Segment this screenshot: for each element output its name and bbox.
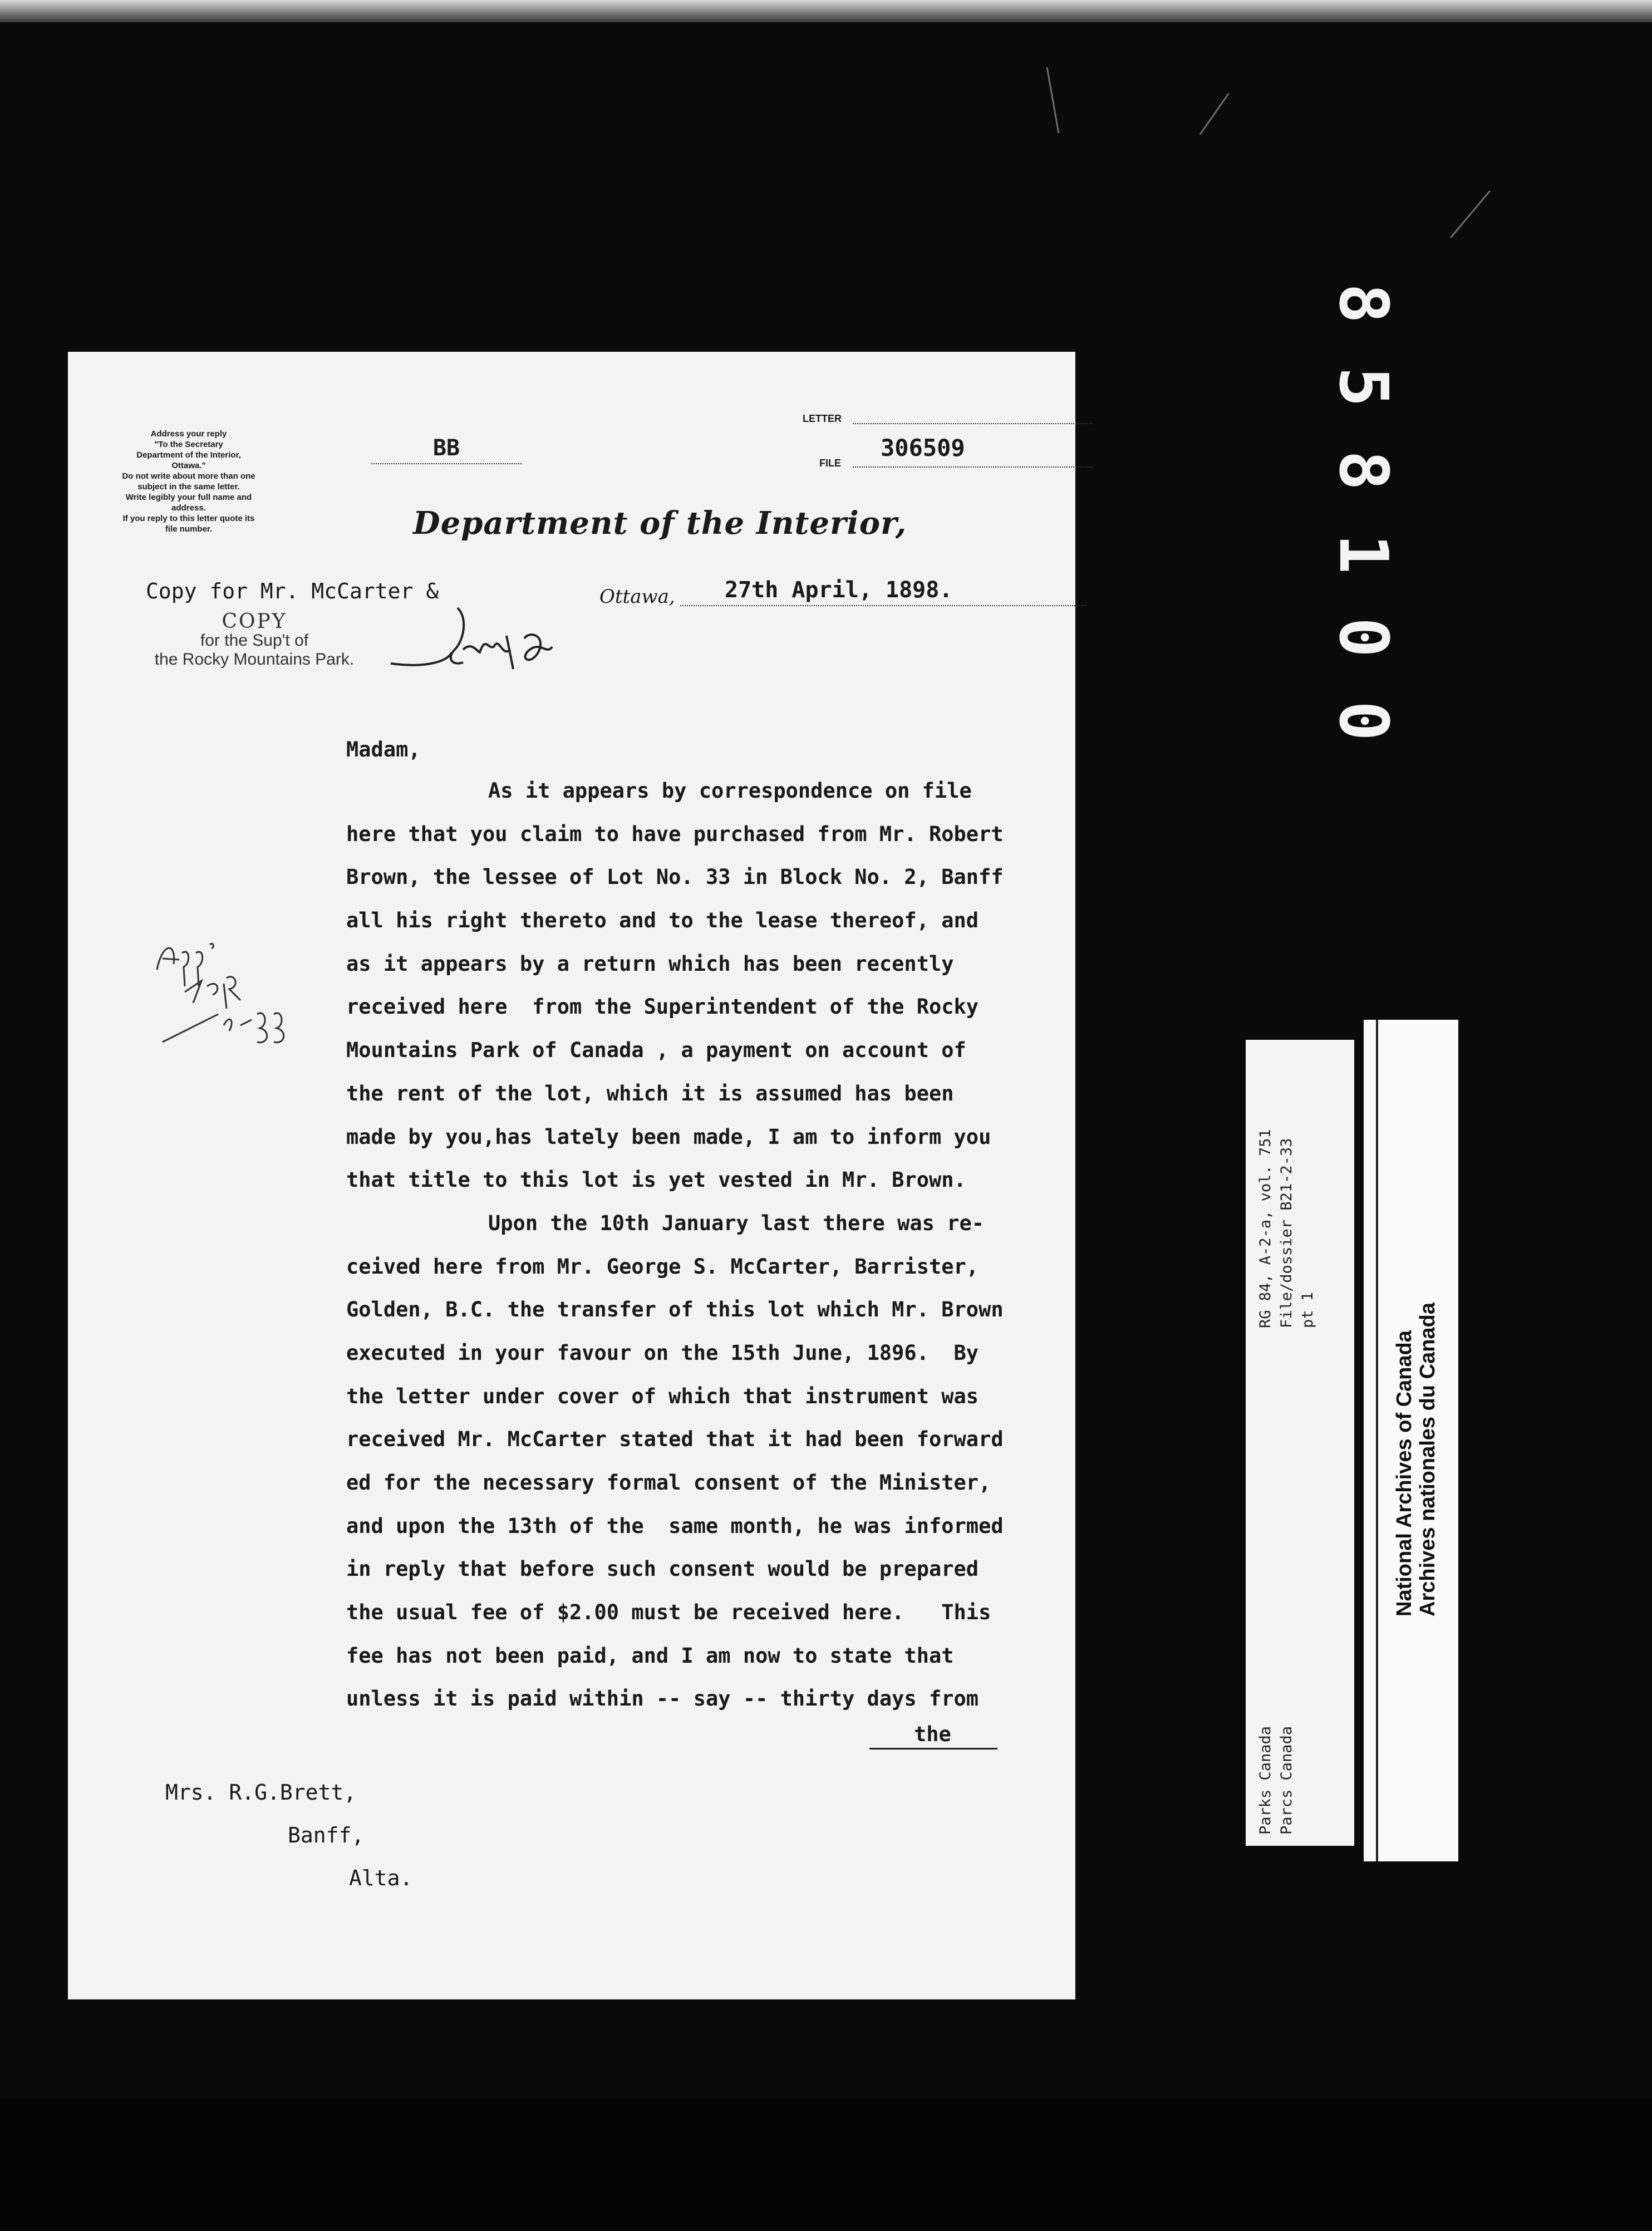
agency-line: Parcs Canada [1278,1726,1295,1835]
frame-digit: 8 [1324,450,1402,491]
letter-rule [853,423,1092,424]
film-scratch [1046,67,1060,134]
letter-label: LETTER [803,413,842,424]
copy-note: Copy for Mr. McCarter & [146,579,439,603]
body-line: here that you claim to have purchased from Mr. Robert [346,822,1004,846]
agency-line: Parks Canada [1257,1726,1274,1835]
body-line: Mountains Park of Canada , a payment on account of [346,1038,966,1063]
archive-reference-text [1246,1040,1354,1846]
archive-name-french: Archives nationales du Canada [1416,1303,1439,1616]
stamp-line: the Rocky Mountains Park. [154,650,355,669]
letter-body [346,769,1103,1721]
body-line: As it appears by correspondence on file [488,779,972,803]
body-line: as it appears by a return which has been recently [346,951,954,976]
instruction-line: "To the Secretary [154,440,223,449]
letter-date: 27th April, 1898. [725,577,953,603]
handwritten-sent-mark [380,597,602,697]
body-line: fee has not been paid, and I am now to state that [346,1643,954,1668]
reference-line: File/dossier B21-2-33 [1278,1138,1295,1328]
body-line: and upon the 13th of the same month, he was informed [346,1513,1004,1538]
letter-reference [803,413,1092,425]
archive-name-text [1364,1020,1458,1861]
archive-reference-label [1246,1040,1354,1846]
reference-line: RG 84, A-2-a, vol. 751 [1257,1129,1274,1328]
body-line: all his right thereto and to the lease thereof, and [346,908,979,933]
reference-initials: BB [432,435,460,461]
initials-rule [371,463,522,464]
film-scratch [1199,93,1229,135]
file-rule [853,466,1092,468]
addressee-line: Mrs. R.G.Brett, [165,1780,357,1805]
archive-name-english: National Archives of Canada [1393,1330,1416,1616]
catchword: the [914,1722,951,1746]
instruction-line: address. [171,503,206,513]
stamp-word: COPY [222,610,287,633]
copy-stamp [151,612,357,669]
film-edge-top [0,0,1652,22]
frame-digit: 0 [1324,617,1402,658]
reference-line: pt 1 [1299,1291,1316,1328]
body-line: made by you,has lately been made, I am to inform you [346,1124,991,1149]
stamp-line: for the Sup't of [200,631,309,650]
instruction-line: Write legibly your full name and [125,493,252,502]
instruction-line: Department of the Interior, [136,450,241,460]
body-line: Golden, B.C. the transfer of this lot which Mr. Brown [346,1298,1004,1322]
instruction-line: subject in the same letter. [137,482,240,492]
frame-digit: 8 [1324,283,1402,324]
body-line: received Mr. McCarter stated that it had been forward [346,1427,1004,1452]
body-line: the rent of the lot, which it is assumed has been [346,1081,954,1105]
catchword-rule [869,1748,997,1750]
addressee-block [165,1771,412,1900]
place-label: Ottawa, [599,586,675,608]
instruction-line: Do not write about more than one [122,471,255,481]
body-line: unless it is paid within -- say -- thirty days from [346,1687,979,1711]
instruction-line: file number. [165,524,213,534]
addressee-line: Alta. [349,1866,413,1890]
body-line: the usual fee of $2.00 must be received here. This [346,1600,991,1625]
body-line: ed for the necessary formal consent of the Minister, [346,1471,991,1495]
instruction-line: Ottawa." [171,461,206,470]
body-line: in reply that before such consent would be prepared [346,1557,979,1581]
film-edge-bottom [0,2099,1652,2231]
body-line: that title to this lot is yet vested in Mr. Brown. [346,1168,966,1192]
frame-digit: 0 [1324,700,1402,741]
file-number: 306509 [881,434,965,461]
letter-page [68,352,1075,1999]
body-line: Upon the 10th January last there was re- [488,1211,985,1235]
department-heading: Department of the Interior, [413,505,907,542]
frame-digit: 5 [1324,366,1402,407]
handwritten-margin-note [151,920,335,1064]
instruction-line: If you reply to this letter quote its [122,514,255,523]
frame-number [1318,262,1407,807]
salutation: Madam, [346,738,421,761]
body-line: Brown, the lessee of Lot No. 33 in Block No. 2, Banff [346,865,1004,890]
date-rule [680,605,1086,606]
frame-digit: 1 [1324,533,1402,574]
instruction-line: Address your reply [150,429,227,439]
file-label: FILE [819,458,841,469]
body-line: ceived here from Mr. George S. McCarter, Barrister, [346,1254,979,1279]
film-scratch [1450,190,1491,238]
body-line: received here from the Superintendent of the Rocky [346,995,979,1019]
addressee-line: Banff, [288,1823,365,1847]
reply-instructions [119,429,258,534]
body-line: executed in your favour on the 15th June, 1896. By [346,1340,979,1365]
body-line: the letter under cover of which that instrument was [346,1384,979,1408]
archive-name-label [1364,1020,1458,1861]
